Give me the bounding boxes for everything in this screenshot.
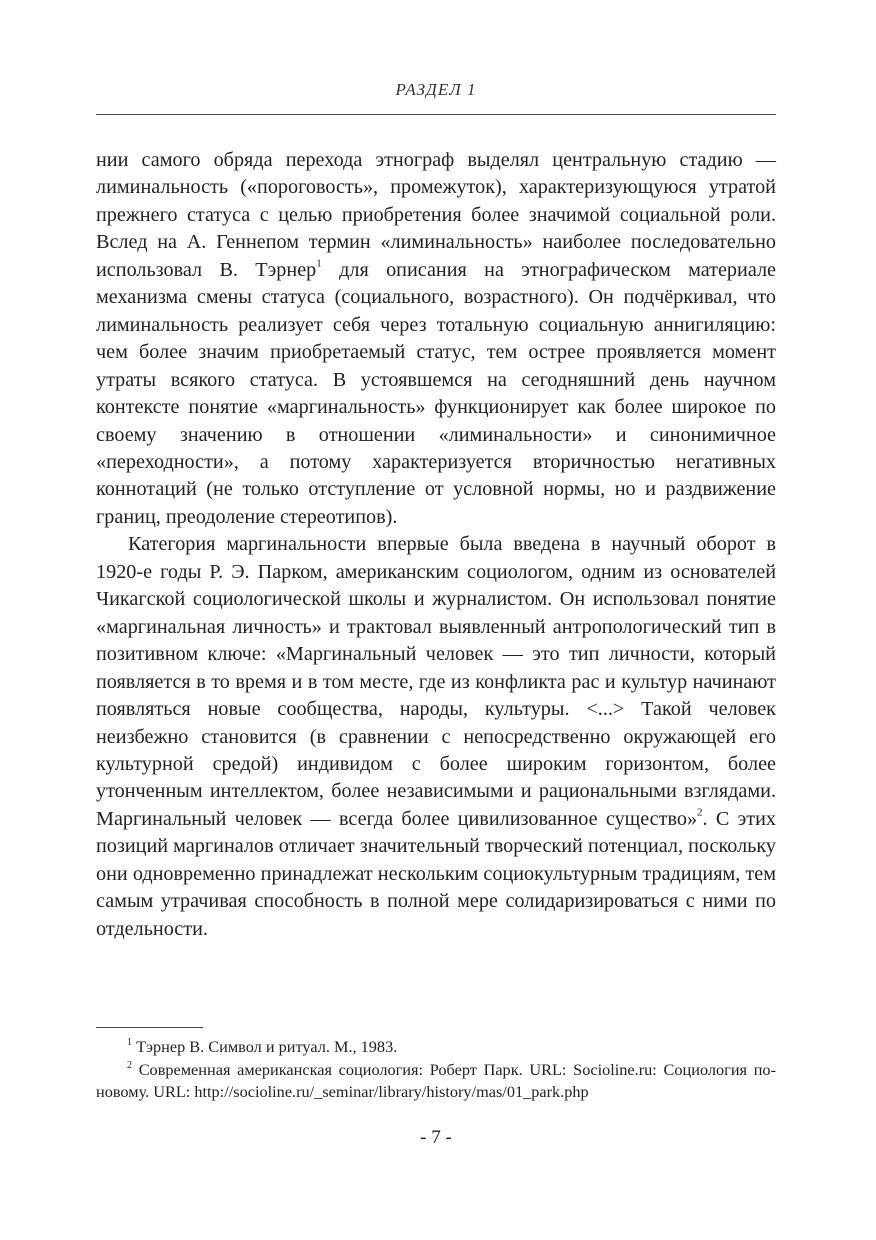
footnote-1-text: Тэрнер В. Символ и ритуал. М., 1983. (132, 1037, 398, 1056)
footnotes (96, 1036, 776, 1104)
paragraph-2-text-b: . С этих позиций маргиналов отличает значительный творческий потенциал, поскольку они одновременно принадлежат нескольким социокультурным традициям, тем самым утрачивая способность в полной мере солидаризироваться с ними по отдельности. (96, 807, 776, 940)
footnote-2-text: Современная американская социология: Роберт Парк. URL: Socioline.ru: Социология по-новому. URL: http://socioline.ru/_seminar/library/history/mas/01_park.php (96, 1059, 776, 1101)
footnote-2 (96, 1059, 776, 1104)
footnote-2-number: 2 (127, 1059, 132, 1071)
footnote-1 (96, 1036, 776, 1059)
paragraph-1 (96, 147, 776, 531)
footnote-ref-2: 2 (697, 806, 703, 819)
footnote-ref-1: 1 (316, 257, 322, 270)
page-number: - 7 - (420, 1127, 452, 1148)
running-header: РАЗДЕЛ 1 (395, 80, 477, 99)
paragraph-1-text-b: для описания на этнографическом материале механизма смены статуса (социального, возрастного). Он подчёркивал, что лиминальность реализует себя через тотальную социальную аннигиляцию: чем более значим приобретаемый статус, тем острее проявляется момент утраты всякого статуса. В устоявшемся на сегодняшний день научном контексте понятие «маргинальность» функционирует как более широкое по своему значению в отношении «лиминальности» и синонимичное «переходности», а потому характеризуется вторичностью негативных коннотаций (не только отступление от условной нормы, но и раздвижение границ, преодоление стереотипов). (96, 258, 776, 528)
footnote-divider (96, 1027, 203, 1028)
paragraph-2-text-a: Категория маргинальности впервые была введена в научный оборот в 1920-е годы Р. Э. Парком, американским социологом, одним из основателей Чикагской социологической школы и журналистом. Он использовал понятие «маргинальная личность» и трактовал выявленный антропологический тип в позитивном ключе: «Маргинальный человек — это тип личности, который появляется в то время и в том месте, где из конфликта рас и культур начинают появляться новые сообщества, народы, культуры. <...> Такой человек неизбежно становится (в сравнении с непосредственно окружающей его культурной средой) индивидом с более широким горизонтом, более утонченным интеллектом, более независимыми и рациональными взглядами. Маргинальный человек — всегда более цивилизованное существо» (96, 533, 776, 830)
header-divider (96, 114, 776, 115)
footnote-1-number: 1 (127, 1037, 132, 1048)
paragraph-1-text-a: нии самого обряда перехода этнограф выделял центральную стадию — лиминальность («пороговость», промежуток), характеризующуюся утратой прежнего статуса с целью приобретения более значимой социальной роли. Вслед на А. Геннепом термин «лиминальность» наиболее последовательно использовал В. Тэрнер (96, 149, 776, 281)
main-text (96, 147, 776, 943)
paragraph-2 (96, 531, 776, 943)
